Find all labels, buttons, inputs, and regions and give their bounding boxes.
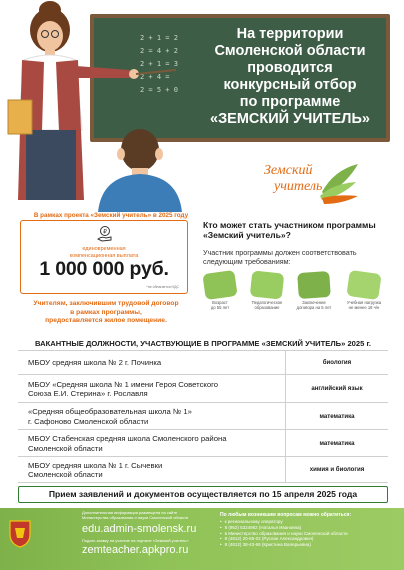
table-row — [18, 375, 388, 403]
requirement-education-icon — [250, 270, 285, 299]
requirement-contract: Заключение договора на 5 лет — [290, 272, 338, 310]
tax-note: *не облагается НДС — [146, 285, 179, 289]
list-item: • 8 (952) 5324982 (Наталья Ивановна) — [220, 525, 400, 531]
footer-contacts — [220, 512, 400, 548]
vacancy-subject: математика — [319, 412, 355, 420]
eligibility-intro: Участник программы должен соответствовать следующим требованиям: — [203, 248, 357, 266]
table-row — [18, 457, 388, 483]
contacts-title: По любым возникшим вопросам можно обратиться: — [220, 512, 352, 518]
logo-text-line2: учитель — [274, 179, 323, 194]
requirement-workload: Учебная нагрузка не менее 18 ч/н — [340, 272, 388, 310]
vacancy-school: МБОУ средняя школа № 1 г. Сычевки Смоленской области — [18, 457, 286, 482]
coat-of-arms-icon — [8, 518, 32, 548]
logo-text-line1: Земский — [264, 163, 313, 178]
vacancy-school: МБОУ «Средняя школа № 1 имени Героя Советского Союза Е.И. Стерина» г. Рославля — [18, 375, 286, 402]
portal-link[interactable]: zemteacher.apkpro.ru — [82, 544, 189, 556]
list-item: • к региональному оператору — [220, 519, 400, 525]
vacancy-school: МБОУ средняя школа № 2 г. Починка — [18, 351, 286, 374]
list-item: • 8 (4812) 20-55-02 (Руслан Александрович) — [220, 536, 400, 542]
vacancies-table — [18, 350, 388, 483]
vacancy-subject: биология — [322, 359, 352, 366]
housing-note: Учителям, заключившим трудовой договор в рамках программы, предоставляется жилое помещение. — [33, 300, 179, 324]
vacancy-subject: английский язык — [311, 385, 363, 392]
vacancy-subject: химия и биология — [309, 466, 365, 473]
application-deadline: Прием заявлений и документов осуществляется по 15 апреля 2025 года — [18, 486, 388, 503]
teacher-illustration — [0, 0, 200, 212]
chalkboard-sums: 2 + 1 = 2 2 = 4 + 2 2 + 1 = 3 2 + 4 = 2 = 5 + 0 — [140, 34, 178, 94]
payment-label: единовременная компенсационная выплата — [69, 246, 139, 259]
list-item: • 8 (4812) 38-43-69 (Кристина Валерьевна) — [220, 542, 400, 548]
table-row — [18, 430, 388, 457]
logo-mark — [262, 152, 372, 208]
project-caption: В рамках проекта «Земский учитель» в 2025 году — [33, 212, 189, 219]
vacancy-school: МБОУ Стабенская средняя школа Смоленского района Смоленской области — [18, 430, 286, 456]
requirement-age: Возраст до 55 лет — [196, 272, 244, 310]
vacancy-subject: математика — [319, 439, 355, 447]
vacancy-school: «Средняя общеобразовательная школа № 1» г. Сафоново Смоленской области — [18, 403, 286, 429]
table-row — [18, 351, 388, 375]
requirement-workload-icon — [346, 270, 381, 300]
requirement-age-icon — [202, 270, 237, 300]
vacancies-title: ВАКАНТНЫЕ ДОЛЖНОСТИ, УЧАСТВУЮЩИЕ В ПРОГРАММЕ «ЗЕМСКИЙ УЧИТЕЛЬ» 2025 г. — [35, 339, 371, 348]
payment-box — [20, 220, 188, 294]
hand-coin-icon — [97, 225, 113, 243]
contacts-list — [220, 519, 400, 548]
banner-title: На территории Смоленской области проводится конкурсный отбор по программе «ЗЕМСКИЙ УЧИТЕЛЬ» — [210, 26, 370, 127]
list-item: • в Министерство образования и науки Смоленской области — [220, 531, 400, 537]
footer — [0, 508, 404, 570]
table-row — [18, 403, 388, 430]
zemsky-uchitel-logo — [262, 152, 372, 208]
footer-info: Дополнительная информация размещена на сайте Министерства образования и науки Смоленской области — [82, 510, 189, 520]
portal-hint: Подать заявку на участие на портале «Земский учитель» — [82, 538, 189, 543]
payment-amount: 1 000 000 руб. — [39, 258, 169, 280]
ministry-site-link[interactable]: edu.admin-smolensk.ru — [82, 523, 197, 535]
requirement-contract-icon — [297, 271, 331, 299]
requirement-education: Педагогическое образование — [243, 272, 291, 310]
eligibility-title: Кто может стать участником программы «Земский учитель»? — [203, 220, 376, 240]
svg-text:₽: ₽ — [103, 228, 107, 236]
